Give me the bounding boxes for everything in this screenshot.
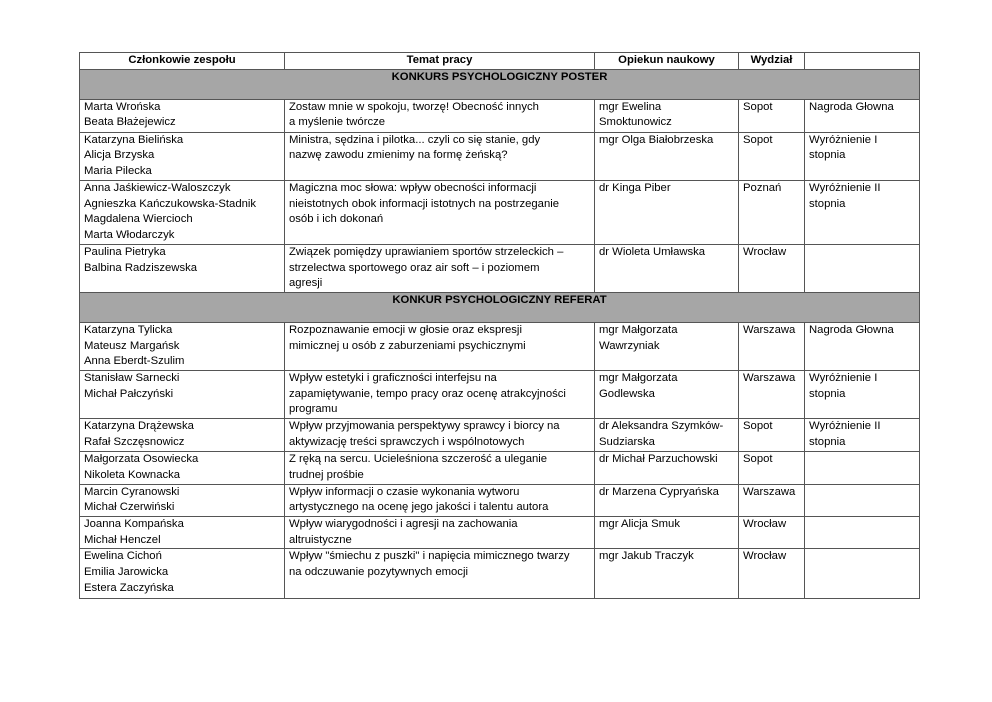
topic-cell: Rozpoznawanie emocji w głosie oraz ekspresji mimicznej u osób z zaburzeniami psychicznymi [285, 322, 595, 370]
table-row [80, 371, 920, 419]
members-cell: Stanisław Sarnecki Michał Pałczyński [80, 371, 285, 419]
award-cell [805, 484, 920, 516]
faculty-cell: Wrocław [739, 244, 805, 292]
supervisor-cell: dr Michał Parzuchowski [595, 452, 739, 484]
table-row [80, 322, 920, 370]
members-cell: Paulina Pietryka Balbina Radziszewska [80, 244, 285, 292]
members-cell: Ewelina Cichoń Emilia Jarowicka Estera Zaczyńska [80, 549, 285, 599]
faculty-cell: Wrocław [739, 516, 805, 548]
faculty-cell: Sopot [739, 419, 805, 452]
award-cell: Nagroda Głowna [805, 322, 920, 370]
faculty-cell: Warszawa [739, 484, 805, 516]
members-cell: Marta Wrońska Beata Błażejewicz [80, 99, 285, 132]
topic-cell: Związek pomiędzy uprawianiem sportów strzeleckich – strzelectwa sportowego oraz air soft – i poziomem agresji [285, 244, 595, 292]
award-cell [805, 549, 920, 599]
header-award [805, 53, 920, 70]
table-row [80, 99, 920, 132]
members-cell: Katarzyna Bielińska Alicja Brzyska Maria Pilecka [80, 132, 285, 180]
supervisor-cell: mgr Jakub Traczyk [595, 549, 739, 599]
table-row [80, 132, 920, 180]
header-topic: Temat pracy [285, 53, 595, 70]
supervisor-cell: dr Marzena Cypryańska [595, 484, 739, 516]
members-cell: Joanna Kompańska Michał Henczel [80, 516, 285, 548]
faculty-cell: Wrocław [739, 549, 805, 599]
award-cell [805, 452, 920, 484]
topic-cell: Ministra, sędzina i pilotka... czyli co się stanie, gdy nazwę zawodu zmienimy na formę żeńską? [285, 132, 595, 180]
section-title-referat: KONKUR PSYCHOLOGICZNY REFERAT [80, 292, 920, 322]
topic-cell: Wpływ estetyki i graficzności interfejsu na zapamiętywanie, tempo pracy oraz ocenę atrakcyjności programu [285, 371, 595, 419]
award-cell: Wyróżnienie I stopnia [805, 132, 920, 180]
award-cell: Wyróżnienie II stopnia [805, 419, 920, 452]
supervisor-cell: mgr Alicja Smuk [595, 516, 739, 548]
topic-cell: Wpływ "śmiechu z puszki" i napięcia mimicznego twarzy na odczuwanie pozytywnych emocji [285, 549, 595, 599]
section-header-row [80, 69, 920, 99]
members-cell: Marcin Cyranowski Michał Czerwiński [80, 484, 285, 516]
supervisor-cell: dr Kinga Piber [595, 180, 739, 244]
members-cell: Katarzyna Drążewska Rafał Szczęsnowicz [80, 419, 285, 452]
supervisor-cell: mgr Małgorzata Godlewska [595, 371, 739, 419]
faculty-cell: Warszawa [739, 322, 805, 370]
header-supervisor: Opiekun naukowy [595, 53, 739, 70]
members-cell: Katarzyna Tylicka Mateusz Margańsk Anna Eberdt-Szulim [80, 322, 285, 370]
award-cell: Nagroda Głowna [805, 99, 920, 132]
topic-cell: Zostaw mnie w spokoju, tworzę! Obecność innych a myślenie twórcze [285, 99, 595, 132]
table-row [80, 452, 920, 484]
topic-cell: Wpływ wiarygodności i agresji na zachowania altruistyczne [285, 516, 595, 548]
table-row [80, 419, 920, 452]
table-row [80, 484, 920, 516]
members-cell: Małgorzata Osowiecka Nikoleta Kownacka [80, 452, 285, 484]
supervisor-cell: mgr Ewelina Smoktunowicz [595, 99, 739, 132]
topic-cell: Z ręką na sercu. Ucieleśniona szczerość a uleganie trudnej prośbie [285, 452, 595, 484]
award-cell [805, 516, 920, 548]
topic-cell: Wpływ informacji o czasie wykonania wytworu artystycznego na ocenę jego jakości i talentu autora [285, 484, 595, 516]
faculty-cell: Sopot [739, 452, 805, 484]
table-row [80, 549, 920, 599]
members-cell: Anna Jaśkiewicz-Waloszczyk Agnieszka Kańczukowska-Stadnik Magdalena Wiercioch Marta Włodarczyk [80, 180, 285, 244]
table-row [80, 516, 920, 548]
supervisor-cell: mgr Małgorzata Wawrzyniak [595, 322, 739, 370]
section-header-row [80, 292, 920, 322]
section-title-poster: KONKURS PSYCHOLOGICZNY POSTER [80, 69, 920, 99]
award-cell: Wyróżnienie II stopnia [805, 180, 920, 244]
award-cell [805, 244, 920, 292]
header-faculty: Wydział [739, 53, 805, 70]
table-header-row [80, 53, 920, 70]
table-row [80, 180, 920, 244]
topic-cell: Magiczna moc słowa: wpływ obecności informacji nieistotnych obok informacji istotnych na postrzeganie osób i ich dokonań [285, 180, 595, 244]
competition-results-table [79, 52, 920, 599]
supervisor-cell: dr Wioleta Umławska [595, 244, 739, 292]
table-row [80, 244, 920, 292]
faculty-cell: Sopot [739, 99, 805, 132]
award-cell: Wyróżnienie I stopnia [805, 371, 920, 419]
faculty-cell: Warszawa [739, 371, 805, 419]
topic-cell: Wpływ przyjmowania perspektywy sprawcy i biorcy na aktywizację treści sprawczych i wspólnotowych [285, 419, 595, 452]
supervisor-cell: mgr Olga Białobrzeska [595, 132, 739, 180]
faculty-cell: Poznań [739, 180, 805, 244]
supervisor-cell: dr Aleksandra Szymków- Sudziarska [595, 419, 739, 452]
header-members: Członkowie zespołu [80, 53, 285, 70]
faculty-cell: Sopot [739, 132, 805, 180]
